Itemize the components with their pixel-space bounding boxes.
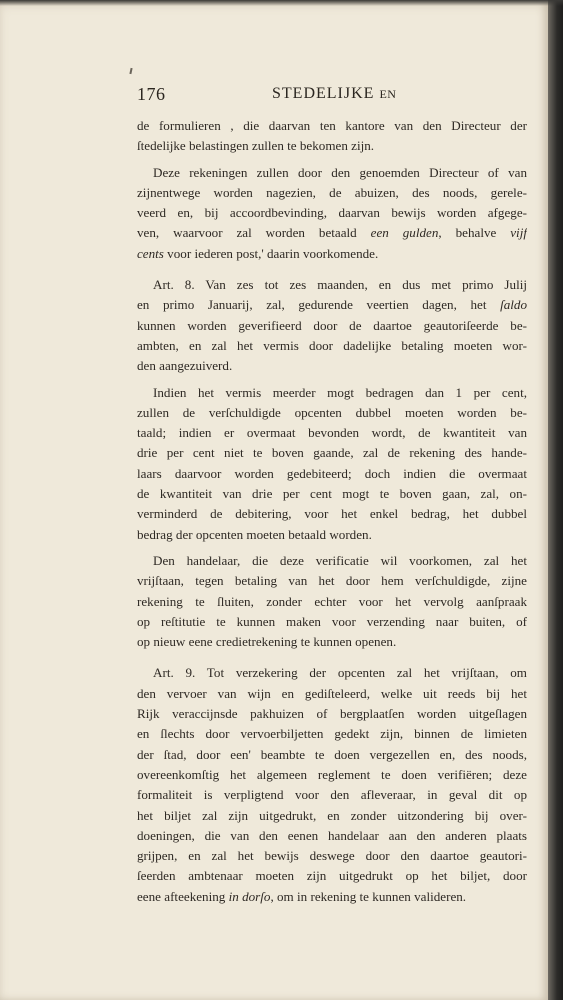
text-line: der ſtad, door een' beambte te doen vergezellen en, des noods, bbox=[137, 746, 527, 762]
text-line: laars daarvoor worden gedebiteerd; doch indien die overmaat bbox=[137, 465, 527, 481]
running-title-main: STEDELIJKE bbox=[272, 85, 375, 102]
page-header bbox=[137, 84, 527, 108]
text-line: Den handelaar, die deze verificatie wil voorkomen, zal het bbox=[153, 552, 527, 568]
text-line: kunnen worden geverifieerd door de daartoe geautoriſeerde be- bbox=[137, 317, 527, 333]
text-line: grijpen, en zal het bewijs deswege door den daartoe geautori- bbox=[137, 848, 527, 864]
page-top-shadow bbox=[0, 0, 563, 6]
text-line: Rijk veraccijnsde pakhuizen of bergplaatſen worden uitgeſlagen bbox=[137, 706, 527, 722]
text-line: de formulieren , die daarvan ten kantore van den Directeur der bbox=[137, 118, 527, 133]
text-line: Art. 8. Van zes tot zes maanden, en dus met primo Julij bbox=[153, 277, 527, 293]
running-title-small: EN bbox=[379, 87, 397, 101]
text-line: Indien het vermis meerder mogt bedragen dan 1 per cent, bbox=[153, 384, 527, 400]
text-line: verminderd de debitering, voor het enkel bedrag, het dubbel bbox=[137, 506, 527, 522]
text-line: het biljet zal zijn uitgedrukt, en zonder uitzondering bij over- bbox=[137, 807, 527, 823]
text-line: overeenkomſtig het algemeen reglement te doen verifiëren; deze bbox=[137, 766, 527, 782]
paragraph bbox=[137, 116, 527, 157]
text-line: vrijſtaan, tegen betaling van het door hem verſchuldigde, zijne bbox=[137, 573, 527, 589]
book-spine-edge bbox=[548, 0, 563, 1000]
text-line: drie per cent niet te boven gaande, zal de rekening des hande- bbox=[137, 445, 527, 461]
text-line: veerd en, bij accoordbevinding, daarvan bewijs worden afgege- bbox=[137, 205, 527, 221]
paragraph-article-8 bbox=[137, 275, 527, 376]
body-text bbox=[137, 116, 527, 907]
text-line: en ſlechts door vervoerbiljetten gedekt zijn, binnen de limieten bbox=[137, 726, 527, 742]
text-line: Deze rekeningen zullen door den genoemden Directeur of van bbox=[153, 164, 527, 180]
paragraph-article-9 bbox=[137, 663, 527, 907]
text-line: taald; indien er overmaat bevonden wordt, de kwantiteit van bbox=[137, 425, 527, 441]
paragraph bbox=[137, 163, 527, 264]
text-line: ſeerden ambtenaar moeten zijn uitgedrukt op het biljet, door bbox=[137, 868, 527, 884]
text-line: en primo Januarij, zal, gedurende veertien dagen, het ſaldo bbox=[137, 297, 527, 313]
page-number: 176 bbox=[137, 84, 166, 104]
paragraph bbox=[137, 551, 527, 652]
text-line: den aangezuiverd. bbox=[137, 358, 233, 374]
text-line: ven, waarvoor zal worden betaald een gulden, behalve vijf bbox=[137, 225, 527, 241]
text-line: op nieuw eene credietrekening te kunnen openen. bbox=[137, 634, 397, 650]
text-line: de kwantiteit van drie per cent mogt te boven gaan, zal, on- bbox=[137, 486, 527, 502]
running-title bbox=[272, 85, 396, 103]
text-line: rekening te ſluiten, zonder echter voor het vervolg aanſpraak bbox=[137, 593, 527, 609]
text-line: den vervoer van wijn en gediſteleerd, welke uit reeds bij het bbox=[137, 685, 527, 701]
text-line: eene afteekening in dorſo, om in rekening te kunnen valideren. bbox=[137, 888, 467, 904]
text-line: cents voor iederen post,' daarin voorkomende. bbox=[137, 245, 379, 261]
text-line: ambten, en zal het vermis door dadelijke betaling moeten wor- bbox=[137, 337, 527, 353]
text-line: zullen de verſchuldigde opcenten dubbel moeten worden be- bbox=[137, 404, 527, 420]
ink-mark bbox=[129, 68, 132, 74]
text-line: Art. 9. Tot verzekering der opcenten zal het vrijſtaan, om bbox=[153, 665, 527, 681]
text-line: bedrag der opcenten moeten betaald worden. bbox=[137, 526, 372, 542]
text-line: doeningen, die van den eenen handelaar aan den anderen plaats bbox=[137, 827, 527, 843]
paragraph bbox=[137, 383, 527, 545]
text-line: ſtedelijke belastingen zullen te bekomen zijn. bbox=[137, 138, 375, 154]
text-line: op reſtitutie te kunnen maken voor verzending naar buiten, of bbox=[137, 613, 527, 629]
text-line: formaliteit is verpligtend voor den afleveraar, in geval dit op bbox=[137, 787, 527, 803]
text-line: zijnentwege worden nagezien, de abuizen, des noods, gerele- bbox=[137, 184, 527, 200]
